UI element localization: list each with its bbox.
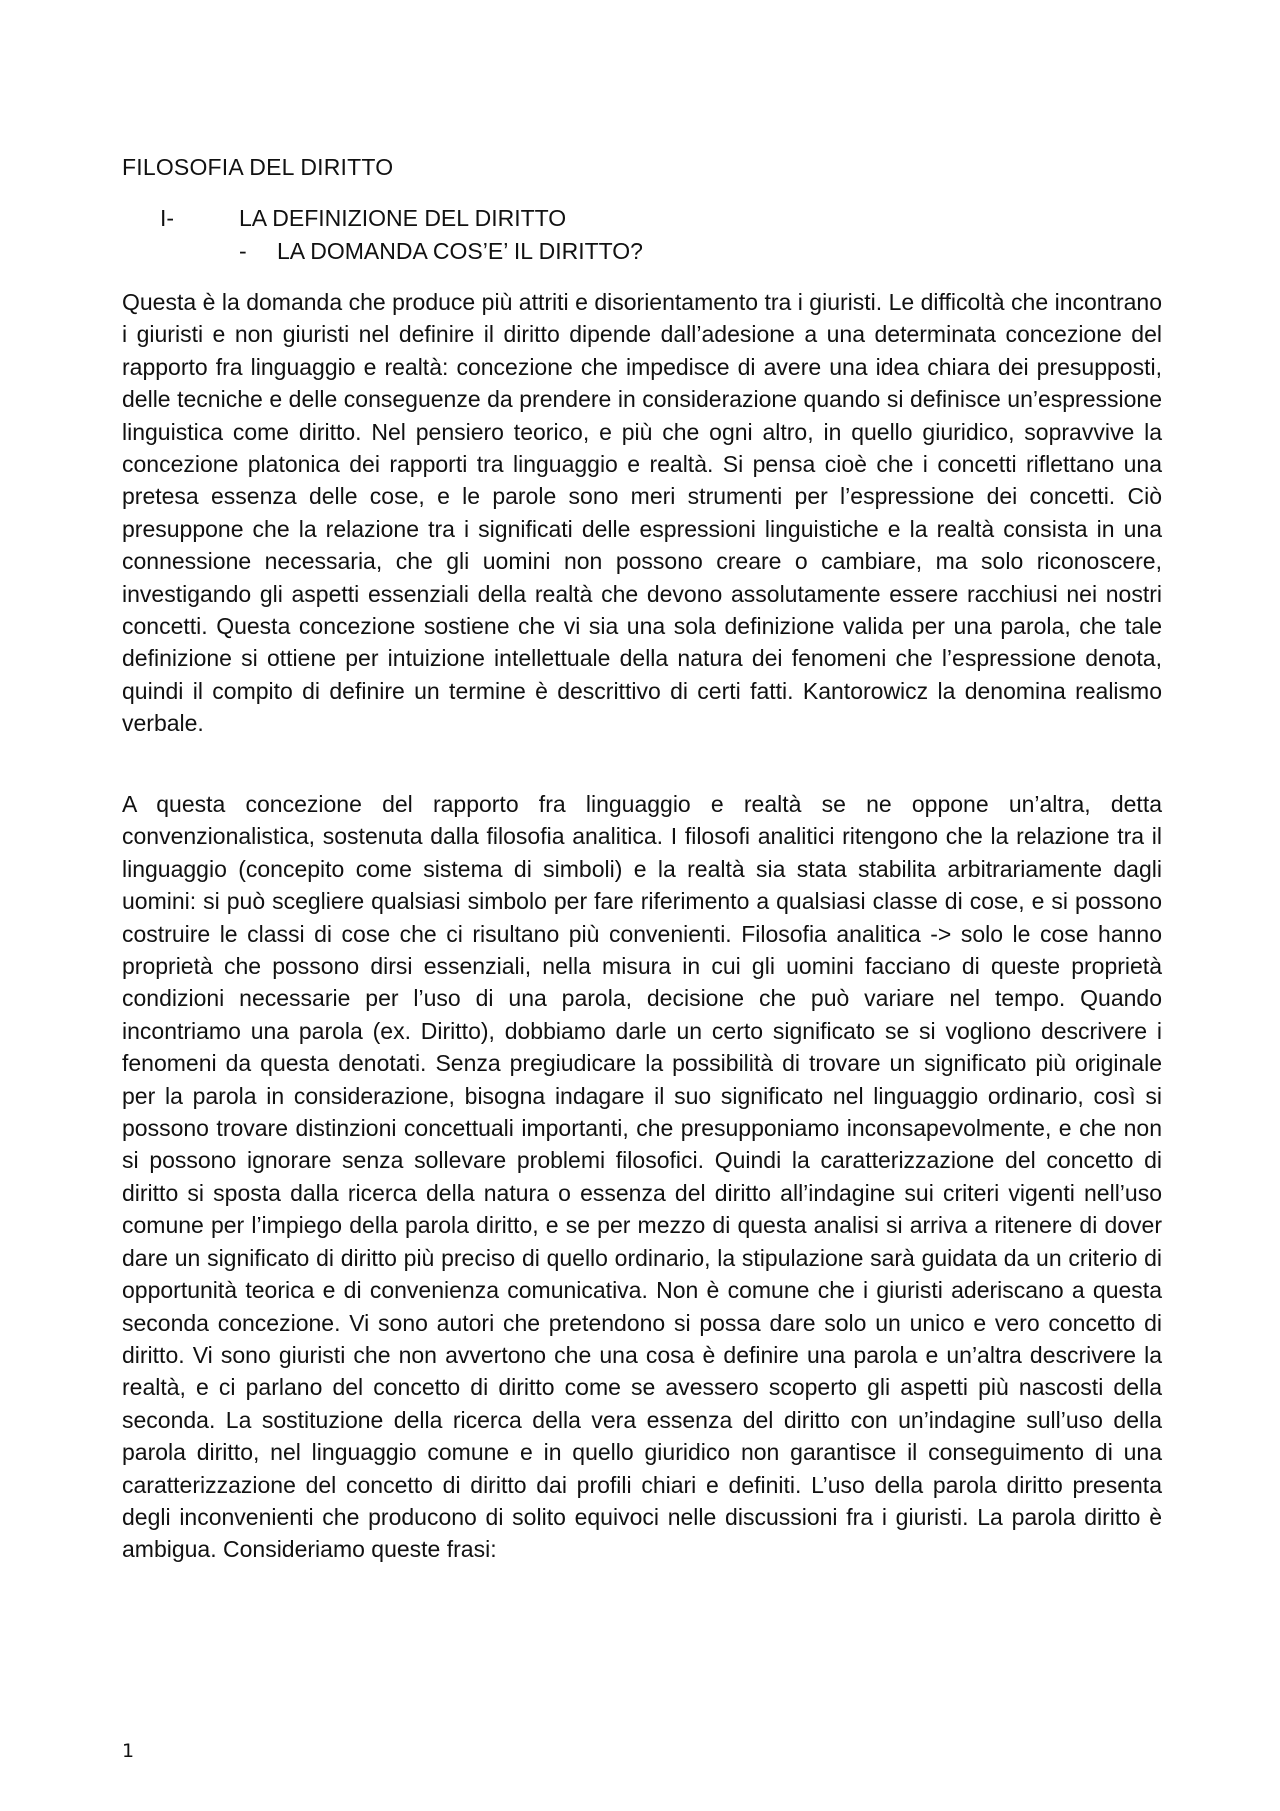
subsection-marker: -	[239, 238, 247, 264]
section-title: LA DEFINIZIONE DEL DIRITTO	[239, 205, 567, 231]
document-title: FILOSOFIA DEL DIRITTO	[122, 154, 394, 180]
subsection-title: LA DOMANDA COS’E’ IL DIRITTO?	[277, 238, 643, 264]
page-number: 1	[122, 1740, 135, 1762]
paragraph-realismo-verbale: Questa è la domanda che produce più attriti e disorientamento tra i giuristi. Le difficoltà che incontrano i giuristi e non giuristi nel definire il diritto dipende dall’adesione a una determinata concezione del rapporto fra linguaggio e realtà: concezione che impedisce di avere una idea chiara dei presupposti, delle tecniche e delle conseguenze da prendere in considerazione quando si definisce un’espressione linguistica come diritto. Nel pensiero teorico, e più che ogni altro, in quello giuridico, sopravvive la concezione platonica dei rapporti tra linguaggio e realtà. Si pensa cioè che i concetti riflettano una pretesa essenza delle cose, e le parole sono meri strumenti per l’espressione dei concetti. Ciò presuppone che la relazione tra i significati delle espressioni linguistiche e la realtà consista in una connessione necessaria, che gli uomini non possono creare o cambiare, ma solo riconoscere, investigando gli aspetti essenziali della realtà che devono assolutamente essere racchiusi nei nostri concetti. Questa concezione sostiene che vi sia una sola definizione valida per una parola, che tale definizione si ottiene per intuizione intellettuale della natura dei fenomeni che l’espressione denota, quindi il compito di definire un termine è descrittivo di certi fatti. Kantorowicz la denomina realismo verbale.	[122, 289, 1162, 737]
paragraph-convenzionalistica: A questa concezione del rapporto fra linguaggio e realtà se ne oppone un’altra, detta convenzionalistica, sostenuta dalla filosofia analitica. I filosofi analitici ritengono che la relazione tra il linguaggio (concepito come sistema di simboli) e la realtà sia stata stabilita arbitrariamente dagli uomini: si può scegliere qualsiasi simbolo per fare riferimento a qualsiasi classe di cose, e si possono costruire le classi di cose che ci risultano più convenienti. Filosofia analitica -> solo le cose hanno proprietà che possono dirsi essenziali, nella misura in cui gli uomini facciano di queste proprietà condizioni necessarie per l’uso di una parola, decisione che può variare nel tempo. Quando incontriamo una parola (ex. Diritto), dobbiamo darle un certo significato se si vogliono descrivere i fenomeni da questa denotati. Senza pregiudicare la possibilità di trovare un significato più originale per la parola in considerazione, bisogna indagare il suo significato nel linguaggio ordinario, così si possono trovare distinzioni concettuali importanti, che presupponiamo inconsapevolmente, e che non si possono ignorare senza sollevare problemi filosofici. Quindi la caratterizzazione del concetto di diritto si sposta dalla ricerca della natura o essenza del diritto all’indagine sui criteri vigenti nell’uso comune per l’impiego della parola diritto, e se per mezzo di questa analisi si arriva a ritenere di dover dare un significato di diritto più preciso di quello ordinario, la stipulazione sarà guidata da un criterio di opportunità teorica e di convenienza comunicativa. Non è comune che i giuristi aderiscano a questa seconda concezione. Vi sono autori che pretendono si possa dare solo un unico e vero concetto di diritto. Vi sono giuristi che non avvertono che una cosa è definire una parola e un’altra descrivere la realtà, e ci parlano del concetto di diritto come se avessero scoperto gli aspetti più nascosti della seconda. La sostituzione della ricerca della vera essenza del diritto con un’indagine sull’uso della parola diritto, nel linguaggio comune e in quello giuridico non garantisce il conseguimento di una caratterizzazione del concetto di diritto dai profili chiari e definiti. L’uso della parola diritto presenta degli inconvenienti che producono di solito equivoci nelle discussioni fra i giuristi. La parola diritto è ambigua. Consideriamo queste frasi:	[122, 791, 1162, 1563]
section-number: I-	[160, 205, 175, 231]
